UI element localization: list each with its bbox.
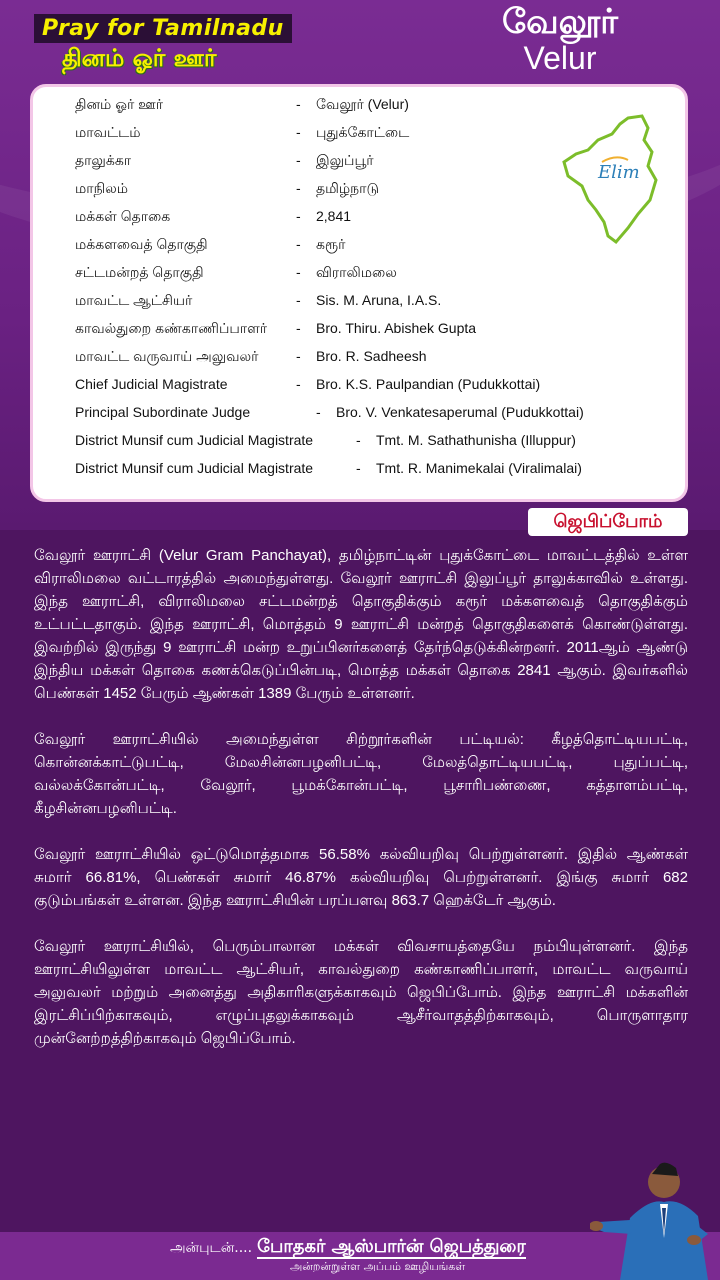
info-separator: -	[296, 320, 301, 336]
info-separator: -	[356, 460, 361, 476]
info-value: Bro. R. Sadheesh	[316, 348, 427, 364]
info-value: Sis. M. Aruna, I.A.S.	[316, 292, 442, 308]
info-value: புதுக்கோட்டை	[316, 124, 410, 140]
info-separator: -	[296, 348, 301, 364]
info-key: District Munsif cum Judicial Magistrate	[75, 432, 314, 448]
info-separator: -	[296, 180, 301, 196]
village-name-en: Velur	[523, 40, 597, 76]
info-value: இலுப்பூர்	[316, 152, 374, 168]
info-separator: -	[356, 432, 361, 448]
info-value: கரூர்	[316, 236, 346, 252]
info-value: தமிழ்நாடு	[316, 180, 379, 196]
info-value: Tmt. M. Sathathunisha (Illuppur)	[376, 432, 576, 448]
paragraph-literacy: வேலூர் ஊராட்சியில் ஒட்டுமொத்தமாக 56.58% கல்வியறிவு பெற்றுள்ளனர். இதில் ஆண்கள் சுமார் 66.81%, பெண்கள் சுமார் 46.87% கல்வியறிவு பெற்றுள்ளனர். இங்கு சுமார் 682 குடும்பங்கள் உள்ளன. இந்த ஊராட்சியின் பரப்பளவு 863.7 ஹெக்டேர் ஆகும்.	[34, 846, 688, 909]
info-key: மாநிலம்	[75, 180, 129, 196]
info-separator: -	[296, 264, 301, 280]
info-separator: -	[296, 236, 301, 252]
info-separator: -	[316, 404, 321, 420]
brand-title-en: Pray for Tamilnadu	[34, 14, 292, 43]
info-value: 2,841	[316, 208, 352, 224]
info-separator: -	[296, 96, 301, 112]
pastor-photo	[590, 1158, 720, 1280]
info-value: Tmt. R. Manimekalai (Viralimalai)	[376, 460, 582, 476]
info-value: விராலிமலை	[316, 264, 397, 280]
info-key: மக்களவைத் தொகுதி	[75, 236, 208, 252]
footer-name: போதகர் ஆஸ்பார்ன் ஜெபத்துரை	[257, 1236, 526, 1257]
info-value: Bro. Thiru. Abishek Gupta	[316, 320, 477, 336]
info-key: மாவட்ட வருவாய் அலுவலர்	[75, 348, 259, 364]
footer-lead: அன்புடன்....	[170, 1240, 253, 1256]
info-key: மாவட்டம்	[75, 124, 141, 140]
paragraph-hamlets: வேலூர் ஊராட்சியில் அமைந்துள்ள சிற்றூர்களின் பட்டியல்: கீழத்தொட்டியபட்டி, கொன்னக்காட்டுபட்டி, மேலசின்னபழனிபட்டி, மேலத்தொட்டியபட்டி, புதுப்பட்டி, வல்லக்கோன்பட்டி, வேலூர், பூமக்கோன்பட்டி, பூசாரிபண்ணை, கத்தாளம்பட்டி, கீழசின்னபழனிபட்டி.	[34, 731, 688, 817]
info-key: காவல்துறை கண்காணிப்பாளர்	[75, 320, 268, 336]
info-key: தாலுக்கா	[75, 152, 132, 168]
info-value: Bro. V. Venkatesaperumal (Pudukkottai)	[336, 404, 584, 420]
info-key: மாவட்ட ஆட்சியர்	[75, 292, 193, 308]
elim-logo-text: Elim	[598, 162, 640, 183]
paragraph-prayer: வேலூர் ஊராட்சியில், பெரும்பாலான மக்கள் விவசாயத்தையே நம்பியுள்ளனர். இந்த ஊராட்சியிலுள்ள மாவட்ட ஆட்சியர், காவல்துறை கண்காணிப்பாளர், மாவட்ட வருவாய் அலுவலர் மற்றும் அனைத்து அதிகாரிகளுக்காகவும் ஜெபிப்போம். இந்த ஊராட்சி மக்களின் இரட்சிப்பிற்காகவும், எழுப்புதலுக்காகவும் ஆசீர்வாதத்திற்காகவும், பொருளாதார முன்னேற்றத்திற்காகவும் ஜெபிப்போம்.	[34, 938, 688, 1047]
info-key: District Munsif cum Judicial Magistrate	[75, 460, 314, 476]
paragraph-intro: வேலூர் ஊராட்சி (Velur Gram Panchayat), தமிழ்நாட்டின் புதுக்கோட்டை மாவட்டத்தில் உள்ள விராலிமலை வட்டாரத்தில் அமைந்துள்ளது. வேலூர் ஊராட்சி இலுப்பூர் தாலுக்காவில் உள்ளது. இந்த ஊராட்சி, விராலிமலை சட்டமன்றத் தொகுதிக்கும் கரூர் மக்களவைத் தொகுதிக்கும் உட்பட்டதாகும். இந்த ஊராட்சி, மொத்தம் 9 ஊராட்சி மன்றத் தொகுதிகளைக் கொண்டுள்ளது. இவற்றில் இருந்து 9 ஊராட்சி மன்ற உறுப்பினர்களைத் தேர்ந்தெடுக்கின்றனர். 2011ஆம் ஆண்டு இந்திய மக்கள் தொகை கணக்கெடுப்பின்படி, மொத்த மக்கள் தொகை 2841 ஆகும். இவர்களில் பெண்கள் 1452 பேரும் ஆண்கள் 1389 பேரும் உள்ளனர்.	[34, 547, 688, 702]
pray-tag: ஜெபிப்போம்	[528, 508, 688, 536]
info-separator: -	[296, 376, 301, 392]
info-value: Bro. K.S. Paulpandian (Pudukkottai)	[316, 376, 541, 392]
info-separator: -	[296, 152, 301, 168]
info-key: சட்டமன்றத் தொகுதி	[75, 264, 204, 280]
village-name-ta: வேலூர்	[501, 2, 619, 42]
brand-title-ta: தினம் ஓர் ஊர்	[62, 44, 217, 72]
footer-ministry: அன்றன்றுள்ள அப்பம் ஊழியங்கள்	[290, 1260, 466, 1273]
article-body	[34, 544, 688, 1073]
info-key: மக்கள் தொகை	[75, 208, 171, 224]
info-separator: -	[296, 208, 301, 224]
info-key: Principal Subordinate Judge	[75, 404, 251, 420]
info-separator: -	[296, 124, 301, 140]
tamilnadu-map-icon	[558, 110, 668, 250]
info-key: தினம் ஓர் ஊர்	[75, 96, 164, 112]
info-key: Chief Judicial Magistrate	[75, 376, 228, 392]
footer-signature	[170, 1236, 526, 1259]
info-value: வேலூர் (Velur)	[316, 96, 409, 112]
info-separator: -	[296, 292, 301, 308]
